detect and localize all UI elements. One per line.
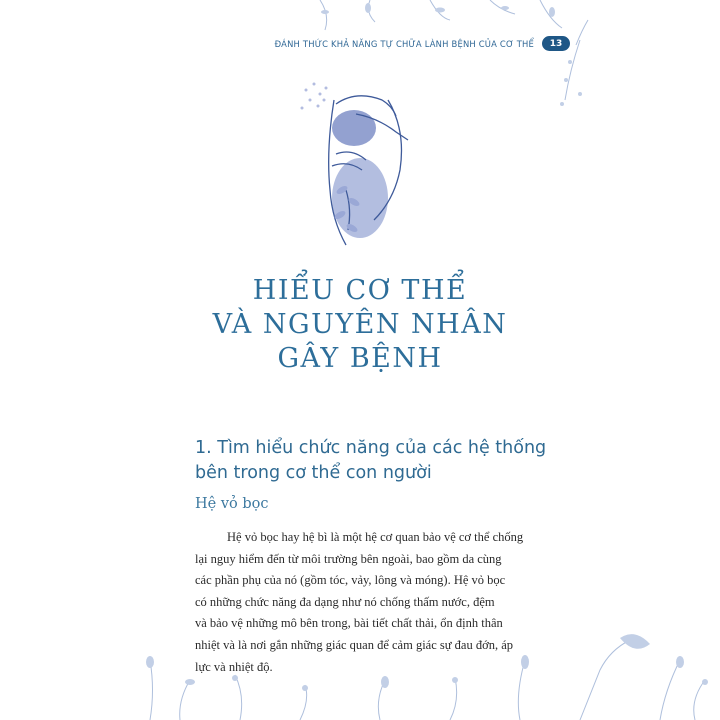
chapter-title-line: VÀ NGUYÊN NHÂN	[212, 309, 508, 340]
running-header	[250, 36, 570, 51]
chapter-title	[0, 274, 720, 376]
paragraph-line: nhiệt và là nơi gắn những giác quan để cảm giác sự đau đớn, áp	[195, 637, 513, 652]
page-number-badge: 13	[542, 36, 570, 51]
paragraph-line: và bảo vệ những mô bên trong, bài tiết chất thải, ổn định thân	[195, 616, 503, 631]
section-heading-line: bên trong cơ thể con người	[195, 463, 432, 483]
chapter-title-line: GÂY BỆNH	[277, 343, 443, 374]
running-title: ĐÁNH THỨC KHẢ NĂNG TỰ CHỮA LÀNH BỆNH CỦA CƠ THỂ	[274, 38, 534, 49]
section-heading-line: 1. Tìm hiểu chức năng của các hệ thống	[195, 438, 547, 458]
sub-heading: Hệ vỏ bọc	[195, 496, 269, 512]
paragraph-line: Hệ vỏ bọc hay hệ bì là một hệ cơ quan bảo vệ cơ thể chống	[227, 530, 524, 544]
paragraph-line: lại nguy hiểm đến từ môi trường bên ngoài, bao gồm da cùng	[195, 551, 502, 566]
paragraph-line: lực và nhiệt độ.	[195, 659, 273, 674]
woman-hugging-self-illustration-icon	[296, 70, 426, 255]
section-heading	[195, 436, 555, 486]
paragraph-line: có những chức năng đa dạng như nó chống thấm nước, đệm	[195, 594, 495, 609]
floral-bottom-decoration-icon	[120, 600, 720, 720]
chapter-title-line: HIỂU CƠ THỂ	[252, 275, 468, 306]
paragraph-line: các phần phụ của nó (gồm tóc, vảy, lông và móng). Hệ vỏ bọc	[195, 573, 506, 588]
